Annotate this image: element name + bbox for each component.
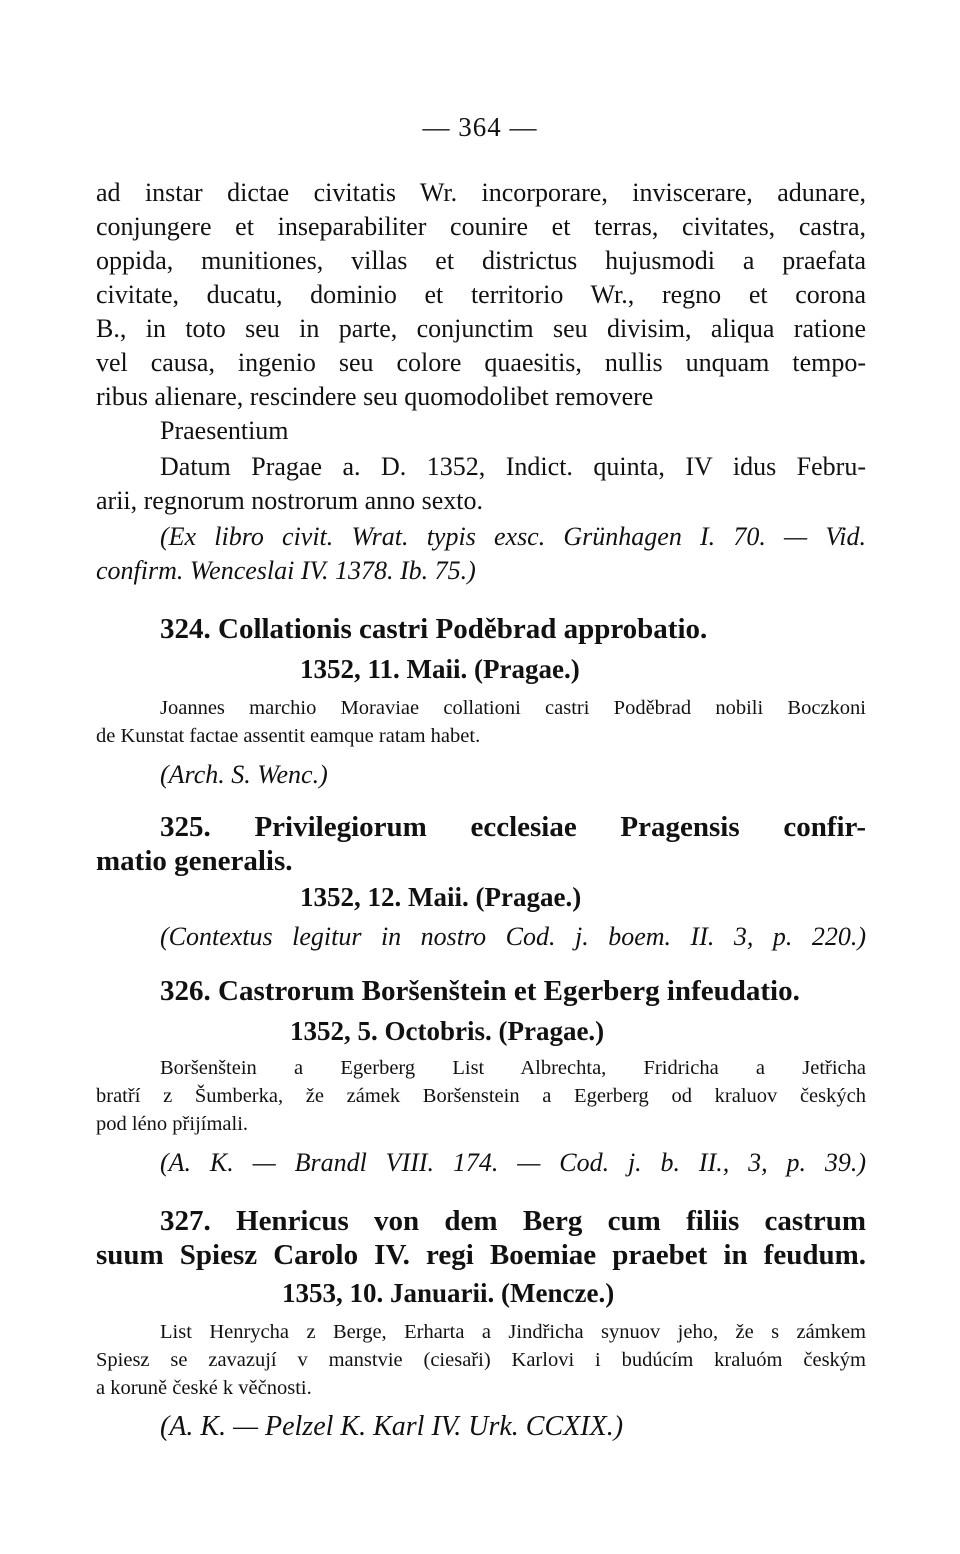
text-line: Praesentium [160, 416, 289, 445]
source-line: (Ex libro civit. Wrat. typis exsc. Grünhagen I. 70. — Vid. [160, 522, 866, 551]
entry-summary: Spiesz se zavazují v manstvie (ciesaři) Karlovi i budúcím kraluóm českým [96, 1349, 866, 1371]
entry-summary: Joannes marchio Moraviae collationi castri Poděbrad nobili Boczkoni [160, 697, 866, 719]
entry-summary: de Kunstat factae assentit eamque ratam habet. [96, 725, 481, 747]
entry-date: 1352, 11. Maii. (Pragae.) [300, 654, 580, 684]
entry-heading: matio generalis. [96, 845, 293, 877]
entry-heading: 326. Castrorum Boršenštein et Egerberg infeudatio. [160, 975, 800, 1007]
entry-summary: List Henrycha z Berge, Erharta a Jindřicha synuov jeho, že s zámkem [160, 1321, 866, 1343]
text-line: oppida, munitiones, villas et districtus hujusmodi a praefata [96, 246, 866, 275]
entry-source: (A. K. — Pelzel K. Karl IV. Urk. CCXIX.) [160, 1411, 624, 1442]
source-line: confirm. Wenceslai IV. 1378. Ib. 75.) [96, 556, 476, 585]
entry-date: 1353, 10. Januarii. (Mencze.) [282, 1278, 615, 1308]
text-line: B., in toto seu in parte, conjunctim seu divisim, aliqua ratione [96, 314, 866, 343]
entry-summary: Boršenštein a Egerberg List Albrechta, Fridricha a Jetřicha [160, 1057, 866, 1079]
entry-source: (A. K. — Brandl VIII. 174. — Cod. j. b. II., 3, p. 39.) [160, 1148, 866, 1177]
entry-heading: 327. Henricus von dem Berg cum filiis castrum [160, 1205, 866, 1237]
entry-heading: 324. Collationis castri Poděbrad approbatio. [160, 613, 708, 645]
entry-source: (Arch. S. Wenc.) [160, 760, 328, 789]
text-line: vel causa, ingenio seu colore quaesitis, nullis unquam tempo- [96, 348, 866, 377]
text-line: conjungere et inseparabiliter counire et terras, civitates, castra, [96, 212, 866, 241]
entry-heading: suum Spiesz Carolo IV. regi Boemiae praebet in feudum. [96, 1239, 866, 1271]
entry-date: 1352, 12. Maii. (Pragae.) [300, 882, 582, 912]
entry-summary: bratří z Šumberka, že zámek Boršenstein a Egerberg od kraluov českých [96, 1085, 866, 1107]
entry-summary: a koruně české k věčnosti. [96, 1377, 312, 1399]
datum-line: Datum Pragae a. D. 1352, Indict. quinta, IV idus Febru- [160, 452, 866, 481]
entry-date: 1352, 5. Octobris. (Pragae.) [290, 1016, 605, 1046]
text-line: ad instar dictae civitatis Wr. incorporare, inviscerare, adunare, [96, 178, 866, 207]
text-line: civitate, ducatu, dominio et territorio Wr., regno et corona [96, 280, 866, 309]
entry-summary: pod léno přijímali. [96, 1113, 249, 1135]
datum-line: arii, regnorum nostrorum anno sexto. [96, 486, 484, 515]
entry-heading: 325. Privilegiorum ecclesiae Pragensis confir- [160, 811, 866, 843]
text-line: ribus alienare, rescindere seu quomodolibet removere [96, 382, 654, 411]
page-number: — 364 — [422, 112, 538, 142]
entry-source: (Contextus legitur in nostro Cod. j. boem. II. 3, p. 220.) [160, 922, 866, 951]
